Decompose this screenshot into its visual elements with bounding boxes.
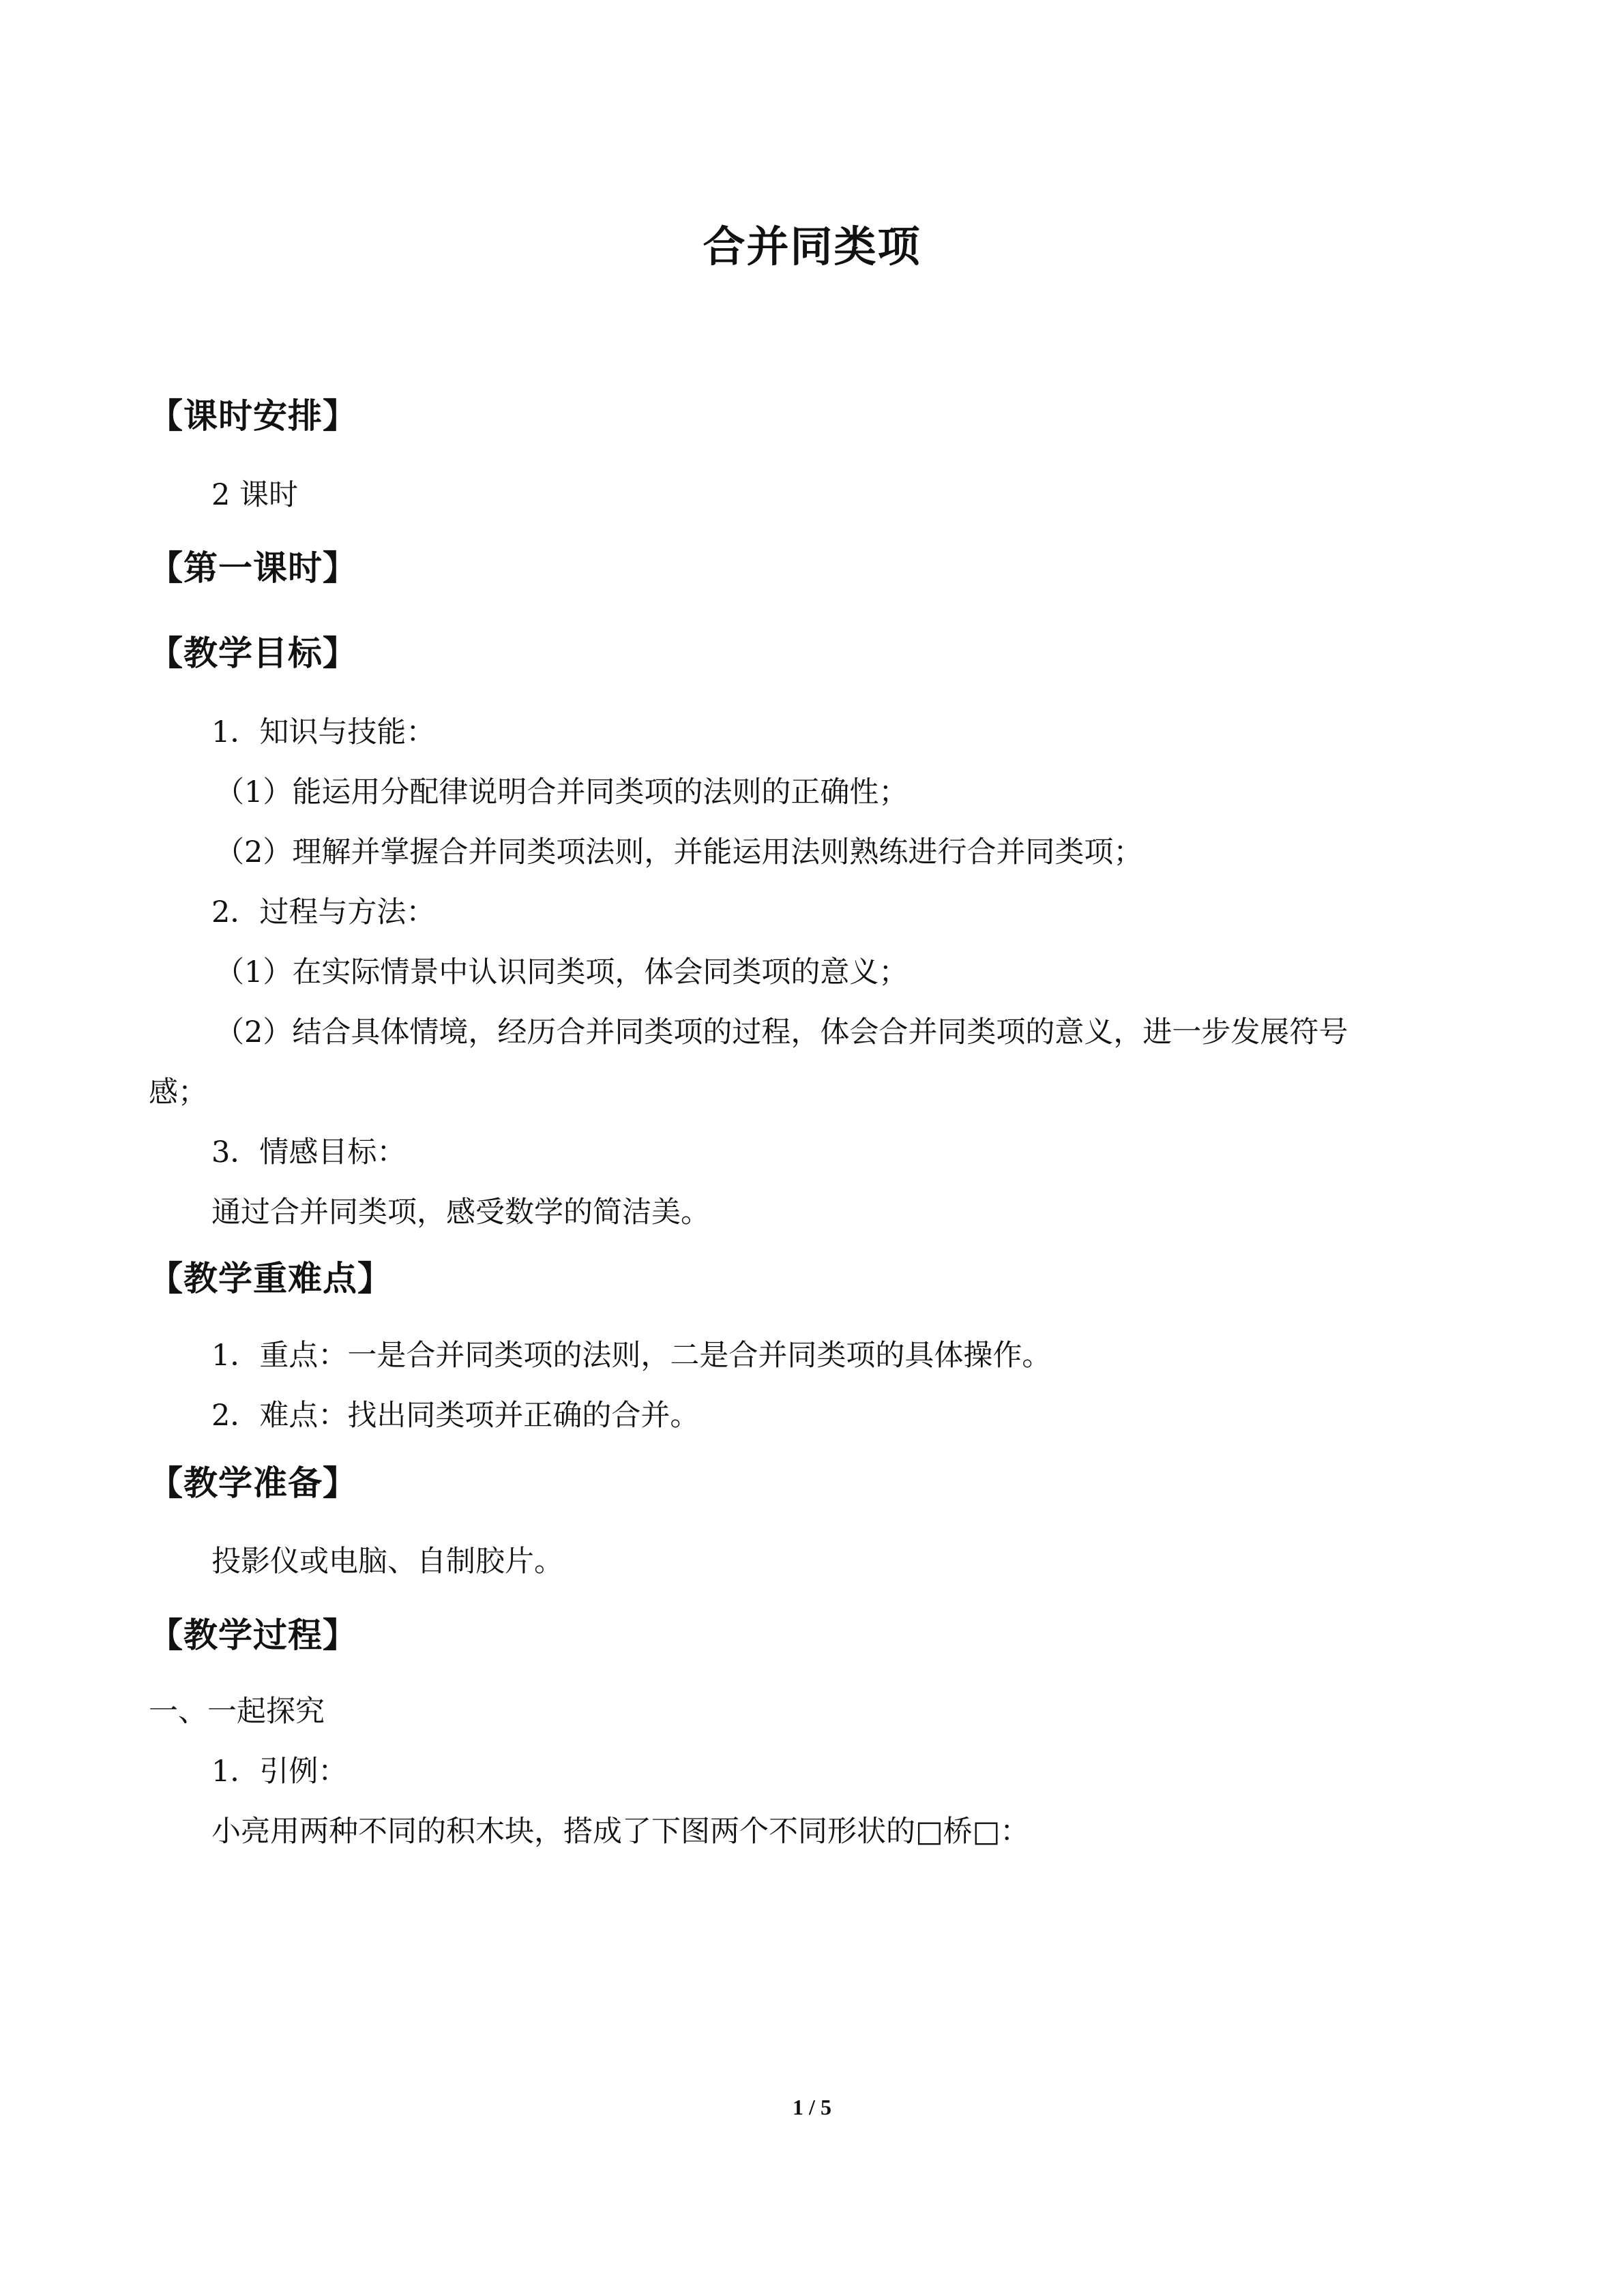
preparation-text: 投影仪或电脑、自制胶片。 xyxy=(211,1545,563,1579)
heading-key-points: 【教学重难点】 xyxy=(149,1259,392,1298)
goals-line: 2．过程与方法： xyxy=(211,895,436,929)
goals-line: （1）能运用分配律说明合并同类项的法则的正确性； xyxy=(215,775,909,809)
key-points-line: 1．重点：一是合并同类项的法则，二是合并同类项的具体操作。 xyxy=(211,1339,1052,1373)
goals-line: （2）结合具体情境，经历合并同类项的过程，体会合并同类项的意义，进一步发展符号 xyxy=(215,1015,1348,1049)
heading-first-lesson: 【第一课时】 xyxy=(149,548,357,588)
key-points-line: 2．难点：找出同类项并正确的合并。 xyxy=(211,1399,700,1433)
heading-schedule: 【课时安排】 xyxy=(149,396,357,436)
goals-line: 感； xyxy=(149,1075,207,1109)
heading-process: 【教学过程】 xyxy=(149,1615,357,1655)
process-line: 1．引例： xyxy=(211,1755,348,1789)
goals-line: 1．知识与技能： xyxy=(211,715,436,749)
schedule-text: 2 课时 xyxy=(211,478,299,512)
goals-line: （2）理解并掌握合并同类项法则，并能运用法则熟练进行合并同类项； xyxy=(215,835,1143,869)
process-line: 小亮用两种不同的积木块，搭成了下图两个不同形状的□桥□： xyxy=(211,1815,1030,1849)
document-title: 合并同类项 xyxy=(703,222,921,271)
goals-line: 3．情感目标： xyxy=(211,1135,407,1169)
process-line: 一、一起探究 xyxy=(149,1695,325,1729)
goals-line: （1）在实际情景中认识同类项，体会同类项的意义； xyxy=(215,955,909,989)
page-indicator: 1 / 5 xyxy=(793,2095,831,2119)
heading-goals: 【教学目标】 xyxy=(149,633,357,673)
goals-line: 通过合并同类项，感受数学的简洁美。 xyxy=(211,1195,710,1229)
heading-preparation: 【教学准备】 xyxy=(149,1463,357,1503)
